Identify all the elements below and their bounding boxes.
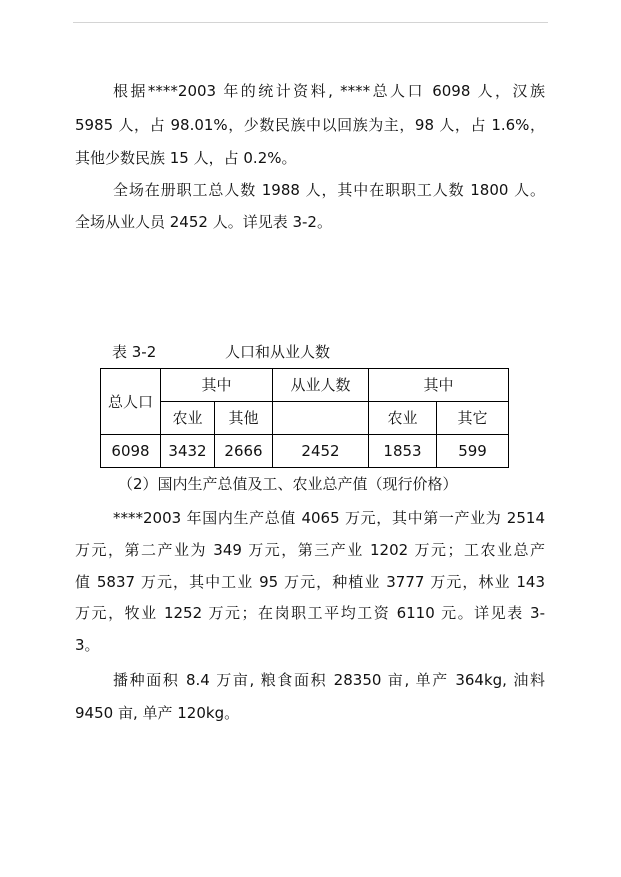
table-title: 人口和从业人数 (225, 343, 331, 361)
table-row (101, 435, 509, 468)
population-line-2: 5985 人，占 98.01%，少数民族中以回族为主，98 人，占 1.6%， (75, 116, 545, 134)
gdp-line-2: 万元，第二产业为 349 万元，第三产业 1202 万元；工农业总产 (75, 541, 545, 559)
sowing-line-2: 9450 亩, 单产 120kg。 (75, 704, 240, 722)
population-employment-table (100, 368, 509, 468)
subheader-other-1: 其他 (215, 402, 273, 435)
value-agriculture-2: 1853 (369, 435, 437, 468)
population-line-1: 根据****2003 年的统计资料, ****总人口 6098 人，汉族 (113, 82, 545, 100)
header-group-2: 其中 (369, 369, 509, 402)
value-employed: 2452 (273, 435, 369, 468)
header-total-population: 总人口 (101, 369, 161, 435)
gdp-line-1: ****2003 年国内生产总值 4065 万元，其中第一产业为 2514 (113, 509, 545, 527)
staff-line-2: 全场从业人员 2452 人。详见表 3-2。 (75, 213, 332, 231)
subheader-agriculture-2: 农业 (369, 402, 437, 435)
subheader-blank (273, 402, 369, 435)
value-total-population: 6098 (101, 435, 161, 468)
section-heading: （2）国内生产总值及工、农业总产值（现行价格） (118, 475, 458, 493)
header-group-1: 其中 (161, 369, 273, 402)
subheader-other-2: 其它 (437, 402, 509, 435)
gdp-line-3: 值 5837 万元，其中工业 95 万元，种植业 3777 万元，林业 143 (75, 573, 545, 591)
header-rule (73, 22, 548, 23)
table-subheader-row (101, 402, 509, 435)
table-number: 表 3-2 (112, 343, 157, 361)
header-employed: 从业人数 (273, 369, 369, 402)
population-line-3: 其他少数民族 15 人，占 0.2%。 (75, 149, 297, 167)
sowing-line-1: 播种面积 8.4 万亩, 粮食面积 28350 亩, 单产 364kg, 油料 (113, 671, 545, 689)
value-agriculture-1: 3432 (161, 435, 215, 468)
gdp-line-5: 3。 (75, 636, 100, 654)
staff-line-1: 全场在册职工总人数 1988 人，其中在职职工人数 1800 人。 (113, 181, 545, 199)
gdp-line-4: 万元，牧业 1252 万元；在岗职工平均工资 6110 元。详见表 3- (75, 604, 545, 622)
subheader-agriculture-1: 农业 (161, 402, 215, 435)
value-other-2: 599 (437, 435, 509, 468)
table-header-row (101, 369, 509, 402)
value-other-1: 2666 (215, 435, 273, 468)
